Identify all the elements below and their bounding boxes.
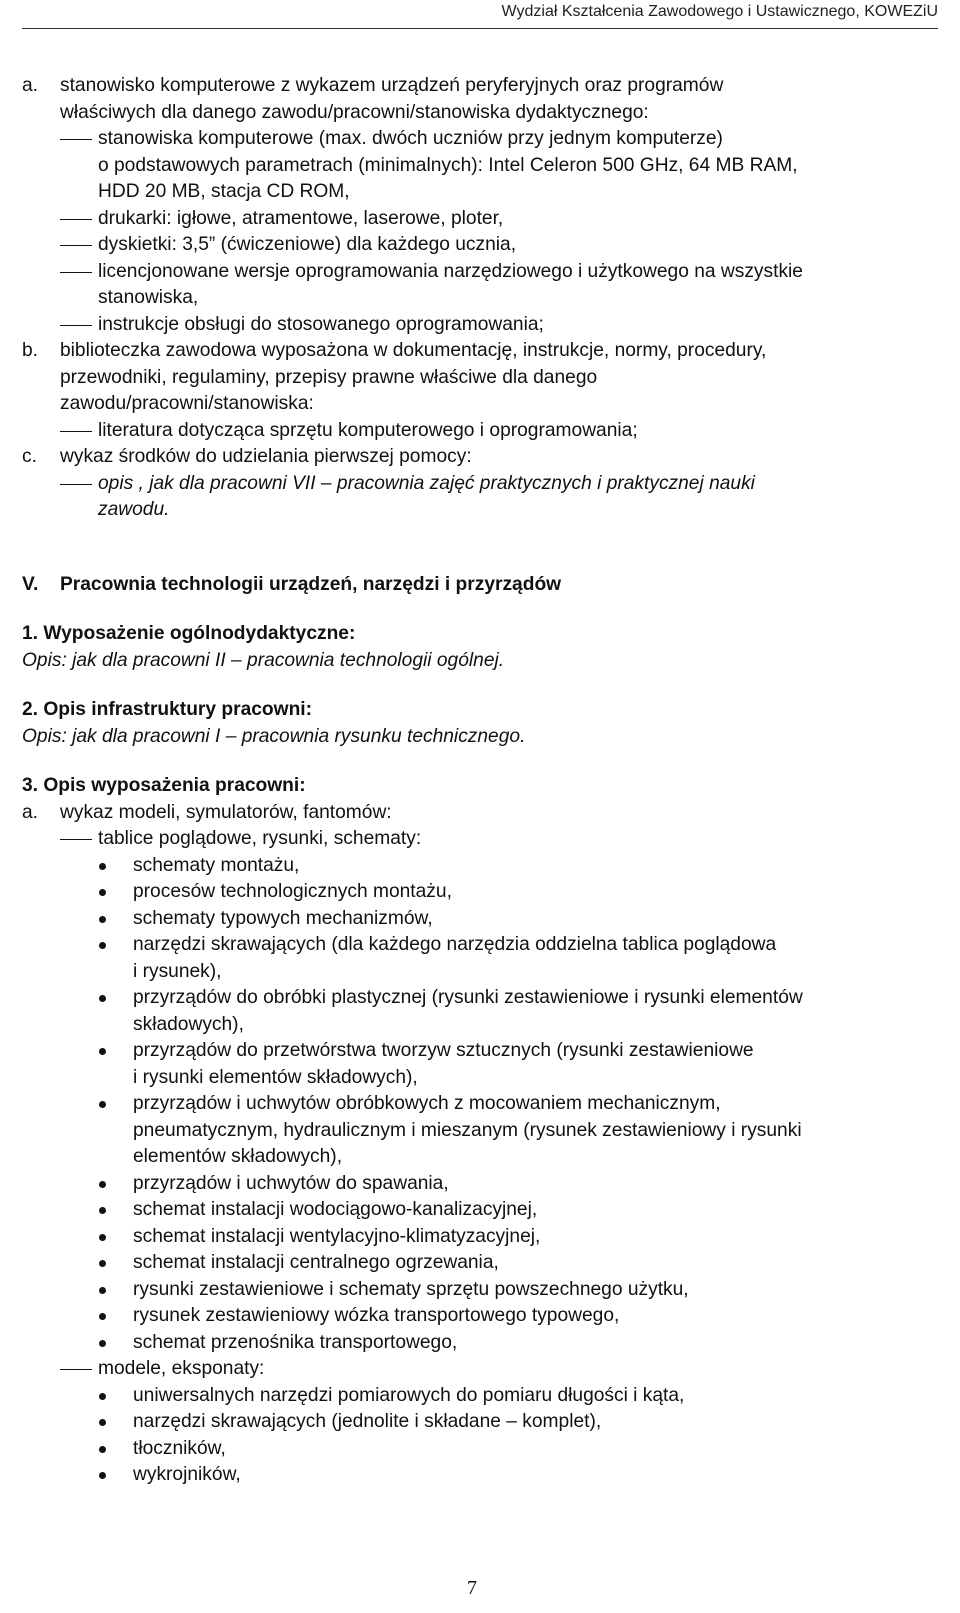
section-a-text: stanowisko komputerowe z wykazem urządzeń peryferyjnych oraz programów (60, 75, 724, 96)
section-a-dash-text: stanowiska komputerowe (max. dwóch uczniów przy jednym komputerze) (98, 128, 723, 149)
section-a-dash-item (22, 206, 942, 233)
subsection-3-item-a (22, 800, 942, 827)
bullet-dot (99, 1101, 106, 1108)
section-c-marker: c. (22, 446, 37, 467)
subsection-1-text: Opis: jak dla pracowni II – pracownia technologii ogólnej. (22, 649, 505, 671)
bullet-text: przyrządów do przetwórstwa tworzyw sztucznych (rysunki zestawieniowe (133, 1040, 754, 1061)
bullet-list-item (22, 959, 942, 986)
bullet-list-item (22, 1383, 942, 1410)
bullet-text: rysunki zestawieniowe i schematy sprzętu powszechnego użytku, (133, 1278, 689, 1300)
section-b-dash-text: literatura dotycząca sprzętu komputerowego i oprogramowania; (98, 419, 638, 441)
section-a-dash-item (22, 179, 942, 206)
section-c-dash-text: zawodu. (98, 499, 170, 520)
bullet-list-item (22, 1409, 942, 1436)
section-a-dash-item (22, 153, 942, 180)
subsection-3-a-text: wykaz modeli, symulatorów, fantomów: (60, 801, 392, 823)
section-a-text-line (22, 73, 942, 100)
section-b-text: przewodniki, regulaminy, przepisy prawne właściwe dla danego (60, 366, 598, 388)
bullet-list-item (22, 1224, 942, 1251)
bullet-dot (99, 1419, 106, 1426)
dash-bullet (60, 219, 92, 220)
bullet-list-item (22, 1091, 942, 1118)
section-a-dash-text: dyskietki: 3,5” (ćwiczeniowe) dla każdego ucznia, (98, 234, 517, 255)
bullet-text: schemat instalacji wodociągowo-kanalizacyjnej, (133, 1199, 538, 1220)
bullet-dot (99, 1287, 106, 1294)
subsection-1-heading: 1. Wyposażenie ogólnodydaktyczne: (22, 623, 356, 644)
bullet-dot (99, 942, 106, 949)
group-label (22, 1356, 942, 1383)
bullet-list-item (22, 1462, 942, 1489)
bullet-text: schematy typowych mechanizmów, (133, 907, 433, 929)
bullet-text: uniwersalnych narzędzi pomiarowych do pomiaru długości i kąta, (133, 1384, 685, 1406)
bullet-dot (99, 1234, 106, 1241)
page-number: 7 (467, 1577, 477, 1599)
section-c-text: wykaz środków do udzielania pierwszej pomocy: (60, 446, 472, 467)
section-a-dash-text: stanowiska, (98, 287, 199, 308)
document-body (22, 73, 942, 1489)
bullet-text: rysunek zestawieniowy wózka transportowego typowego, (133, 1305, 620, 1326)
subsection-2-text: Opis: jak dla pracowni I – pracownia rysunku technicznego. (22, 725, 526, 747)
bullet-list-item (22, 906, 942, 933)
section-a-dash-item (22, 259, 942, 286)
section-a-text-line (22, 100, 942, 127)
dash-bullet (60, 484, 92, 485)
subsection-3-a-marker: a. (22, 801, 39, 823)
section-a-dash-text: licencjonowane wersje oprogramowania narzędziowego i użytkowego na wszystkie (98, 260, 803, 282)
bullet-text: elementów składowych), (133, 1146, 343, 1167)
subsection-2-heading: 2. Opis infrastruktury pracowni: (22, 699, 313, 720)
bullet-list-item (22, 1171, 942, 1198)
section-b-text-line (22, 391, 942, 418)
section-a-dash-text: instrukcje obsługi do stosowanego oprogramowania; (98, 313, 544, 335)
bullet-text: składowych), (133, 1013, 244, 1035)
bullet-list-item (22, 932, 942, 959)
bullet-text: przyrządów i uchwytów do spawania, (133, 1172, 449, 1194)
dash-bullet (60, 1369, 92, 1370)
subsection-3-heading: 3. Opis wyposażenia pracowni: (22, 775, 306, 796)
group-label-text: modele, eksponaty: (98, 1358, 265, 1379)
bullet-dot (99, 1207, 106, 1214)
bullet-list-item (22, 1330, 942, 1357)
section-c-dash-item (22, 471, 942, 498)
dash-bullet (60, 139, 92, 140)
bullet-text: tłoczników, (133, 1437, 226, 1459)
section-a-dash-item (22, 285, 942, 312)
bullet-text: schematy montażu, (133, 854, 300, 876)
document-header: Wydział Kształcenia Zawodowego i Ustawicznego, KOWEZiU (501, 3, 938, 20)
bullet-dot (99, 1472, 106, 1479)
spacer (22, 674, 942, 697)
section-a-dash-text: o podstawowych parametrach (minimalnych): Intel Celeron 500 GHz, 64 MB RAM, (98, 154, 798, 176)
spacer (22, 524, 942, 572)
bullet-text: i rysunki elementów składowych), (133, 1066, 418, 1088)
group-label (22, 826, 942, 853)
bullet-text: schemat instalacji wentylacyjno-klimatyzacyjnej, (133, 1225, 541, 1247)
bullet-dot (99, 863, 106, 870)
section-b-text: biblioteczka zawodowa wyposażona w dokumentację, instrukcje, normy, procedury, (60, 340, 767, 361)
bullet-dot (99, 1313, 106, 1320)
bullet-list-item (22, 1197, 942, 1224)
section-b-text-line (22, 365, 942, 392)
section-v-marker: V. (22, 573, 39, 595)
bullet-list-item (22, 1038, 942, 1065)
section-v-heading (22, 572, 942, 599)
section-a-dash-item (22, 232, 942, 259)
bullet-list-item (22, 853, 942, 880)
bullet-dot (99, 1340, 106, 1347)
bullet-text: przyrządów do obróbki plastycznej (rysunki zestawieniowe i rysunki elementów (133, 987, 803, 1008)
section-a-dash-text: HDD 20 MB, stacja CD ROM, (98, 181, 350, 202)
bullet-dot (99, 1181, 106, 1188)
dash-bullet (60, 325, 92, 326)
bullet-list-item (22, 985, 942, 1012)
section-a-text: właściwych dla danego zawodu/pracowni/stanowiska dydaktycznego: (60, 101, 649, 123)
section-c-text-line (22, 444, 942, 471)
bullet-text: narzędzi skrawających (jednolite i składane – komplet), (133, 1411, 602, 1432)
spacer (22, 750, 942, 773)
bullet-text: i rysunek), (133, 960, 222, 982)
dash-bullet (60, 431, 92, 432)
bullet-text: przyrządów i uchwytów obróbkowych z mocowaniem mechanicznym, (133, 1093, 721, 1114)
bullet-dot (99, 1446, 106, 1453)
section-a-marker: a. (22, 75, 39, 96)
section-c-dash-item (22, 497, 942, 524)
section-a-dash-text: drukarki: igłowe, atramentowe, laserowe, ploter, (98, 207, 504, 229)
group-label-text: tablice poglądowe, rysunki, schematy: (98, 828, 422, 849)
section-a-dash-item (22, 312, 942, 339)
spacer (22, 598, 942, 621)
bullet-dot (99, 916, 106, 923)
bullet-dot (99, 1393, 106, 1400)
bullet-dot (99, 1260, 106, 1267)
bullet-list-item (22, 1144, 942, 1171)
bullet-list-item (22, 1303, 942, 1330)
bullet-text: schemat przenośnika transportowego, (133, 1331, 458, 1353)
section-v-title: Pracownia technologii urządzeń, narzędzi i przyrządów (60, 573, 562, 595)
header-divider (22, 28, 938, 29)
bullet-dot (99, 889, 106, 896)
bullet-dot (99, 995, 106, 1002)
bullet-list-item (22, 1012, 942, 1039)
bullet-list-item (22, 1250, 942, 1277)
bullet-list-item (22, 879, 942, 906)
section-b-dash-item (22, 418, 942, 445)
bullet-text: procesów technologicznych montażu, (133, 881, 452, 902)
bullet-list-item (22, 1277, 942, 1304)
bullet-list-item (22, 1065, 942, 1092)
section-b-text: zawodu/pracowni/stanowiska: (60, 393, 314, 414)
section-b-text-line (22, 338, 942, 365)
bullet-text: pneumatycznym, hydraulicznym i mieszanym (rysunek zestawieniowy i rysunki (133, 1119, 802, 1141)
bullet-text: narzędzi skrawających (dla każdego narzędzia oddzielna tablica poglądowa (133, 934, 777, 955)
section-b-marker: b. (22, 340, 39, 361)
dash-bullet (60, 272, 92, 273)
bullet-dot (99, 1048, 106, 1055)
bullet-text: schemat instalacji centralnego ogrzewania, (133, 1252, 499, 1273)
bullet-list-item (22, 1436, 942, 1463)
dash-bullet (60, 839, 92, 840)
bullet-text: wykrojników, (133, 1464, 241, 1485)
section-a-dash-item (22, 126, 942, 153)
section-c-dash-text: opis , jak dla pracowni VII – pracownia zajęć praktycznych i praktycznej nauki (98, 472, 755, 494)
dash-bullet (60, 245, 92, 246)
bullet-list-item (22, 1118, 942, 1145)
